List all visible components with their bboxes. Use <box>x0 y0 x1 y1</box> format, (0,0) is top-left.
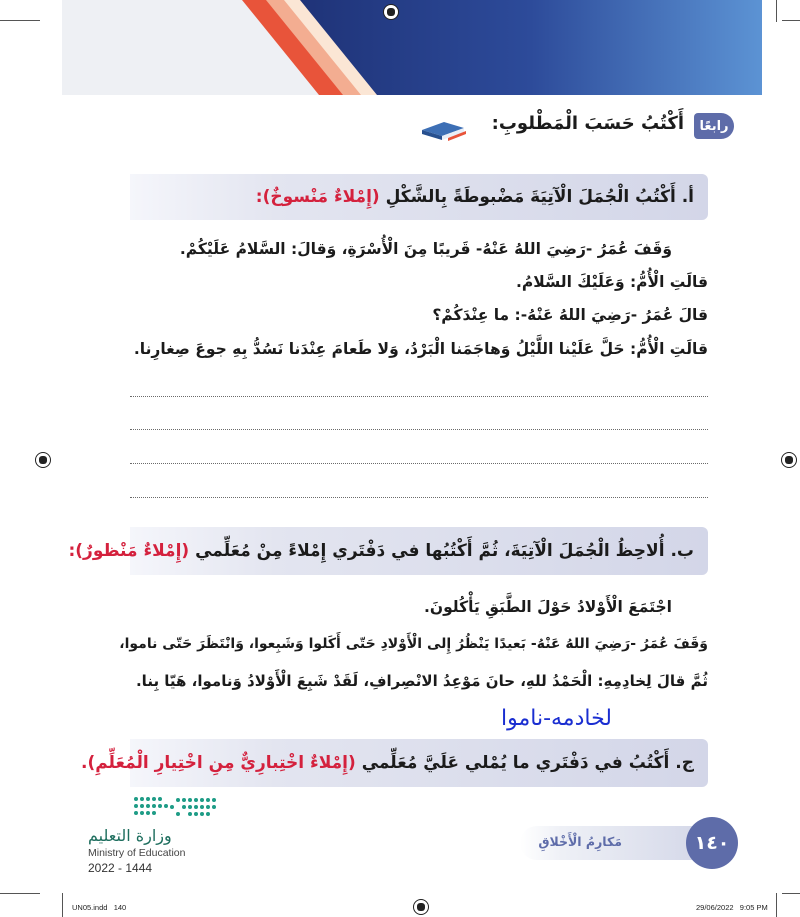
writing-line[interactable] <box>130 429 708 430</box>
part-b-heading <box>68 527 708 575</box>
crop-mark <box>782 893 800 894</box>
crop-mark <box>776 893 777 917</box>
part-a-line: قالَتِ الْأُمُّ: وَعَلَيْكَ السَّلامُ. <box>515 273 708 291</box>
part-b-label: ب. أُلاحِظُ الْجُمَلَ الْآتِيَةَ، ثُمَّ أَكْتُبُها في دَفْتَري إِمْلاءً مِنْ مُعَلِّمي <box>195 541 694 561</box>
part-a-line: قالَ عُمَرُ -رَضِيَ اللهُ عَنْهُ-: ما عِنْدَكُمْ؟ <box>432 306 708 324</box>
file-slug: UN05.indd 140 <box>72 903 127 912</box>
part-a-line: قالَتِ الْأُمُّ: حَلَّ عَلَيْنا اللَّيْلُ وَهاجَمَنا الْبَرْدُ، وَلا طَعامَ عِنْدَنا نَسُدُّ بِهِ جوعَ صِغارِنا. <box>133 340 708 358</box>
print-timestamp: 29/06/2022 9:05 PM <box>696 903 768 912</box>
section-badge: رابعًا <box>694 113 734 139</box>
registration-mark <box>383 4 399 20</box>
writing-line[interactable] <box>130 497 708 498</box>
page-number: ١٤٠ <box>686 817 738 869</box>
part-c-heading <box>81 739 708 787</box>
part-b-line: ثُمَّ قالَ لِخادِمِهِ: الْحَمْدُ للهِ، حانَ مَوْعِدُ الانْصِرافِ، لَقَدْ شَبِعَ الْأَوْلادُ وَناموا، هَيّا بِنا. <box>135 672 708 690</box>
writing-line[interactable] <box>130 396 708 397</box>
handwritten-answer: لخادمه-ناموا <box>500 706 612 731</box>
part-a-heading <box>130 174 708 220</box>
part-c-label: ج. أَكْتُبُ في دَفْتَري ما يُمْلي عَلَيَّ مُعَلِّمي <box>361 753 694 773</box>
ministry-name-ar: وزارة التعليم <box>88 826 172 845</box>
part-a-type: (إِمْلاءٌ مَنْسوخٌ): <box>255 187 380 207</box>
crop-mark <box>0 20 40 21</box>
section-title: أَكْتُبُ حَسَبَ الْمَطْلوبِ: <box>491 113 684 134</box>
ministry-logo-icon <box>132 795 218 821</box>
part-c-type: (إِمْلاءٌ اخْتِبارِيٌّ مِنِ اخْتِيارِ الْمُعَلِّمِ). <box>81 753 356 773</box>
part-b-type: (إِمْلاءٌ مَنْظورٌ): <box>68 541 190 561</box>
book-icon <box>418 118 468 144</box>
writing-line[interactable] <box>130 463 708 464</box>
crop-mark <box>782 20 800 21</box>
part-a-label: أ. أَكْتُبُ الْجُمَلَ الْآتِيَةَ مَضْبوطَةً بِالشَّكْلِ <box>385 187 694 207</box>
header-banner <box>62 0 762 95</box>
ministry-name-en: Ministry of Education <box>88 847 186 859</box>
crop-mark <box>0 893 40 894</box>
header-graphic <box>62 0 762 95</box>
footer-year: 2022 - 1444 <box>88 861 153 875</box>
part-b-line: وَقَفَ عُمَرُ -رَضِيَ اللهُ عَنْهُ- بَعيدًا يَنْظُرُ إِلى الْأَوْلادِ حَتّى أَكَلوا وَشَبِعوا، وَانْتَظَرَ حَتّى ناموا، <box>119 636 708 652</box>
unit-title: مَكارِمُ الْأَخْلاقِ <box>538 834 622 849</box>
part-a-line: وَقَفَ عُمَرُ -رَضِيَ اللهُ عَنْهُ- قَريبًا مِنَ الْأُسْرَةِ، وَقالَ: السَّلامُ عَلَيْكُمْ. <box>179 240 672 258</box>
registration-mark <box>781 452 797 468</box>
crop-mark <box>776 0 777 22</box>
part-b-line: اجْتَمَعَ الْأَوْلادُ حَوْلَ الطَّبَقِ يَأْكُلونَ. <box>423 598 672 616</box>
registration-mark <box>413 899 429 915</box>
registration-mark <box>35 452 51 468</box>
crop-mark <box>62 893 63 917</box>
